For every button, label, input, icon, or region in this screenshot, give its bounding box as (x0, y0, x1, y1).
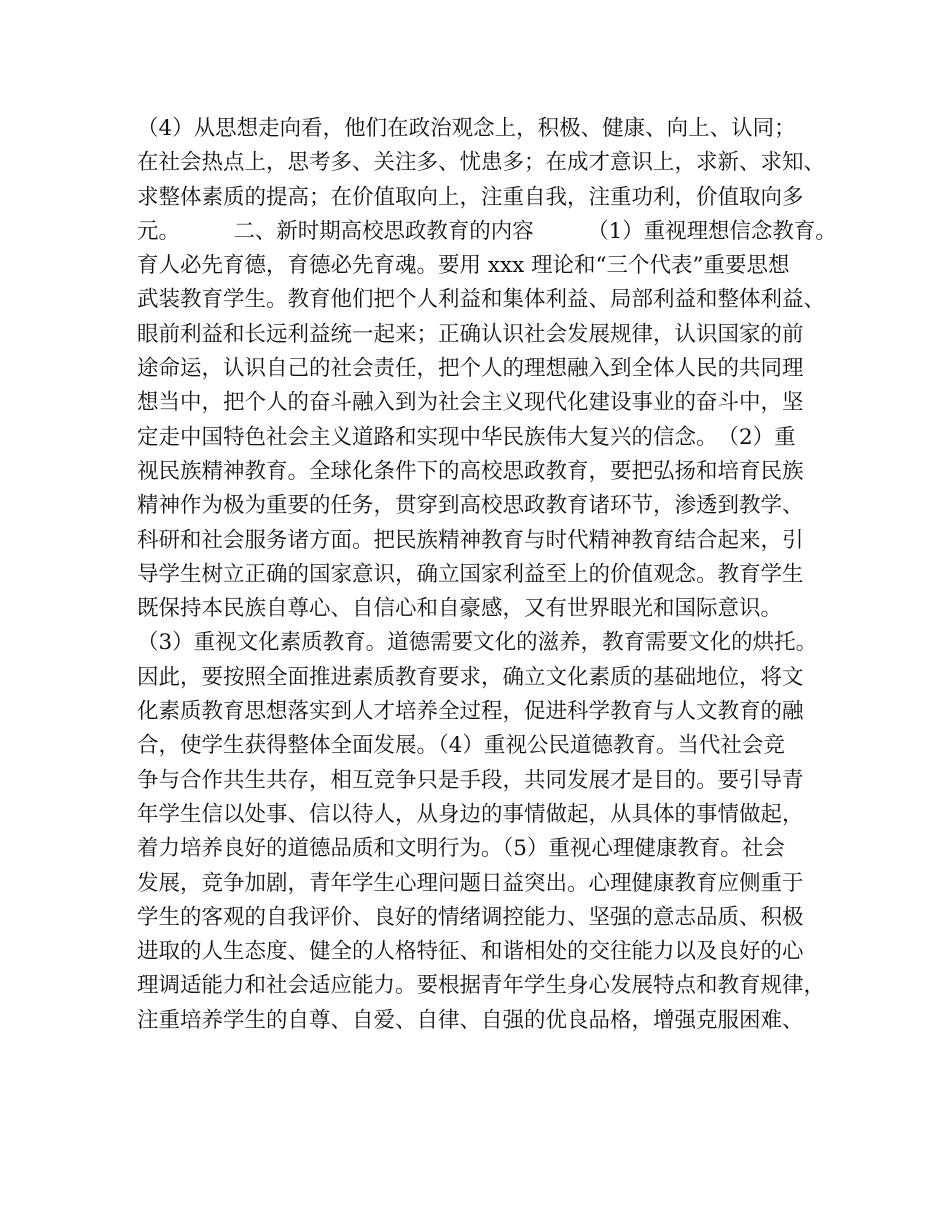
text-line-13: 科研和社会服务诸方面。把民族精神教育与时代精神教育结合起来，引 (137, 527, 804, 553)
text-line-18: 化素质教育思想落实到人才培养全过程，促进科学教育与人文教育的融 (137, 699, 804, 725)
text-line-26: 理调适能力和社会适应能力。要根据青年学生身心发展特点和教育规律， (137, 973, 826, 999)
text-line-5: 育人必先育德，育德必先育魂。要用 xxx 理论和“三个代表”重要思想 (137, 253, 790, 279)
text-line-22: 着力培养良好的道德品质和文明行为。（5）重视心理健康教育。社会 (137, 836, 785, 862)
text-line-2: 在社会热点上，思考多、关注多、忧患多；在成才意识上，求新、求知、 (137, 150, 826, 176)
text-line-7: 眼前利益和长远利益统一起来；正确认识社会发展规律，认识国家的前 (137, 321, 804, 347)
text-line-17: 因此，要按照全面推进素质教育要求，确立文化素质的基础地位，将文 (137, 664, 804, 690)
text-line-25: 进取的人生态度、健全的人格特征、和谐相处的交往能力以及良好的心 (137, 939, 804, 965)
text-line-12: 精神作为极为重要的任务，贯穿到高校思政教育诸环节，渗透到教学、 (137, 493, 804, 519)
text-line-23: 发展，竞争加剧，青年学生心理问题日益突出。心理健康教育应侧重于 (137, 870, 804, 896)
text-line-19: 合，使学生获得整体全面发展。（4）重视公民道德教育。当代社会竞 (137, 733, 785, 759)
text-line-4: 元。 二、新时期高校思政教育的内容 （1）重视理想信念教育。 (137, 218, 837, 244)
text-line-27: 注重培养学生的自尊、自爱、自律、自强的优良品格，增强克服困难、 (137, 1007, 804, 1033)
text-line-11: 视民族精神教育。全球化条件下的高校思政教育，要把弘扬和培育民族 (137, 458, 804, 484)
text-line-10: 定走中国特色社会主义道路和实现中华民族伟大复兴的信念。 （2）重 (137, 424, 796, 450)
body-text (137, 112, 837, 1038)
text-line-8: 途命运，认识自己的社会责任，把个人的理想融入到全体人民的共同理 (137, 356, 804, 382)
text-line-15: 既保持本民族自尊心、自信心和自豪感，又有世界眼光和国际意识。 (137, 596, 783, 622)
text-line-3: 求整体素质的提高；在价值取向上，注重自我，注重功利，价值取向多 (137, 184, 804, 210)
text-line-1: （4）从思想走向看，他们在政治观念上，积极、健康、向上、认同； (137, 116, 796, 141)
text-line-9: 想当中，把个人的奋斗融入到为社会主义现代化建设事业的奋斗中，坚 (137, 390, 804, 416)
text-line-16: （3）重视文化素质教育。道德需要文化的滋养，教育需要文化的烘托。 (137, 630, 818, 656)
text-line-24: 学生的客观的自我评价、良好的情绪调控能力、坚强的意志品质、积极 (137, 904, 804, 930)
text-line-14: 导学生树立正确的国家意识，确立国家利益至上的价值观念。教育学生 (137, 561, 804, 587)
text-line-20: 争与合作共生共存，相互竞争只是手段，共同发展才是目的。要引导青 (137, 767, 804, 793)
text-line-21: 年学生信以处事、信以待人，从身边的事情做起，从具体的事情做起， (137, 801, 804, 827)
text-line-6: 武装教育学生。教育他们把个人利益和集体利益、局部利益和整体利益、 (137, 287, 826, 313)
